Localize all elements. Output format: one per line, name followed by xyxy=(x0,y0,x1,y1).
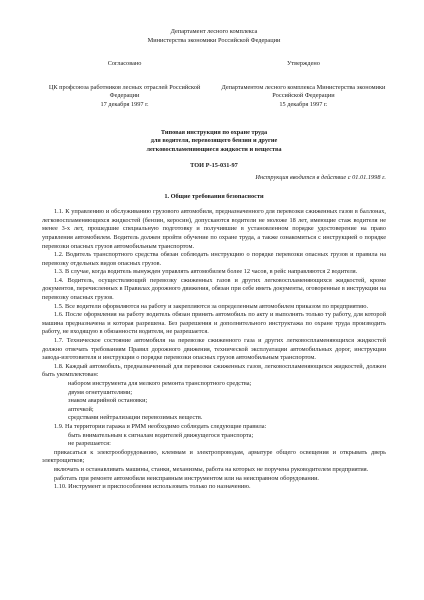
approval-left xyxy=(42,60,207,109)
paragraph-1-3: 1.3. В случае, когда водитель вынужден управлять автомобилем более 12 часов, в рейс направляются 2 водителя. xyxy=(54,268,358,276)
rule-item: быть внимательным к сигналам водителей движущегося транспорта; xyxy=(68,431,254,439)
title-line-2: для водителя, перевозящего бензин и другие xyxy=(150,137,278,145)
document-code: ТОИ Р-15-031-97 xyxy=(190,162,238,170)
title-line-1: Типовая инструкция по охране труда xyxy=(160,128,268,136)
header-block xyxy=(42,28,386,45)
rule-item: включать и останавливать машины, станки, механизмы, работа на которых не поручена руководителем предприятия. xyxy=(54,465,369,473)
approval-left-label: Согласовано xyxy=(107,60,142,68)
rule-item: работать при ремонте автомобиля неисправным инструментом или на неисправном оборудовании. xyxy=(54,474,320,482)
approval-block xyxy=(42,60,386,109)
paragraph-1-4: 1.4. Водитель, осуществляющий перевозку сжиженных газов и других легковоспламеняющихся жидкостей, кроме документов, перечисленных в Правилах дорожного движения, обязан при себе иметь документы, оговоренные в инструкции на перевозку опасных грузов. xyxy=(42,276,386,302)
approval-right-date: 15 декабря 1997 г. xyxy=(279,100,328,108)
equipment-item: средствами нейтрализации перевозимых веществ. xyxy=(68,414,203,422)
header-ministry: Министерства экономики Российской Федерации xyxy=(147,36,281,44)
approval-right-org: Департаментом лесного комплекса Министерства экономики Российской Федерации xyxy=(221,83,386,100)
paragraph-1-6: 1.6. После оформления на работу водитель обязан принять автомобиль по акту и выполнять только ту работу, для которой машина предназначена и которая разрешена. Без разрешения и дополнительного инструктажа по охране труда производить работу, не входящую в обязанности водителя, не разрешается. xyxy=(42,311,386,336)
paragraph-1-10: 1.10. Инструмент и приспособления использовать только по назначению. xyxy=(54,483,251,491)
document-title xyxy=(42,129,386,155)
approval-right-label: Утверждено xyxy=(286,60,320,68)
effective-date-note: Инструкция вводится в действие с 01.01.1998 г. xyxy=(255,173,386,181)
paragraph-1-8: 1.8. Каждый автомобиль, предназначенный для перевозки сжиженных газов, легковоспламеняющихся жидкостей, должен быть укомплектован: xyxy=(42,362,386,379)
section-heading: 1. Общие требования безопасности xyxy=(164,192,264,200)
equipment-item: двумя огнетушителями; xyxy=(68,388,133,396)
section-body xyxy=(42,208,386,492)
rule-item: прикасаться к электрооборудованию, клеммам и электропроводам, арматуре общего освещения и открывать дверь электрощитков; xyxy=(42,448,386,465)
title-line-3: легковоспламеняющиеся жидкости и вещества xyxy=(146,145,282,153)
approval-left-org: ЦК профсоюза работников лесных отраслей Российской Федерации xyxy=(48,83,201,100)
paragraph-1-7: 1.7. Техническое состояние автомобиля на перевозке сжиженного газа и других легковоспламеняющихся жидкостей должно отвечать требованиям Правил дорожного движения, технической эксплуатации автомобильных дорог, инструкции завода-изготовителя и инструкции о порядке перевозки опасных грузов автомобильным транспортом. xyxy=(42,337,386,362)
paragraph-1-9: 1.9. На территории гаража и РММ необходимо соблюдать следующие правила: xyxy=(54,422,267,430)
approval-left-date: 17 декабря 1997 г. xyxy=(100,100,149,108)
paragraph-1-2: 1.2. Водитель транспортного средства обязан соблюдать инструкцию о порядке перевозки опасных грузов и правила на перевозку отдельных видов опасных грузов. xyxy=(42,251,386,267)
header-department: Департамент лесного комплекса xyxy=(170,28,258,35)
paragraph-1-1: 1.1. К управлению и обслуживанию грузового автомобиля, предназначенного для перевозки сжиженных газов в баллонах, легковоспламеняющихся жидкостей (бензин, керосин), допускаются водители не моложе 18 лет, имеющие стаж водителя не менее 3-х лет, прошедшие специальную подготовку и получившие в установленном порядке удостоверение на право управления автомобилем. Водитель должен пройти обучение по охране труда, а также ознакомиться с инструкцией о порядке перевозки опасных грузов автомобильным транспортом. xyxy=(42,208,386,250)
approval-right xyxy=(221,60,386,109)
rule-item: не разрешается: xyxy=(68,440,111,448)
equipment-item: аптечкой; xyxy=(68,405,94,413)
equipment-item: знаком аварийной остановки; xyxy=(68,397,148,405)
paragraph-1-5: 1.5. Все водители оформляются на работу и закрепляются за определенным автомобилем приказом по предприятию. xyxy=(54,302,369,310)
equipment-item: набором инструмента для мелкого ремонта транспортного средства; xyxy=(68,380,252,387)
